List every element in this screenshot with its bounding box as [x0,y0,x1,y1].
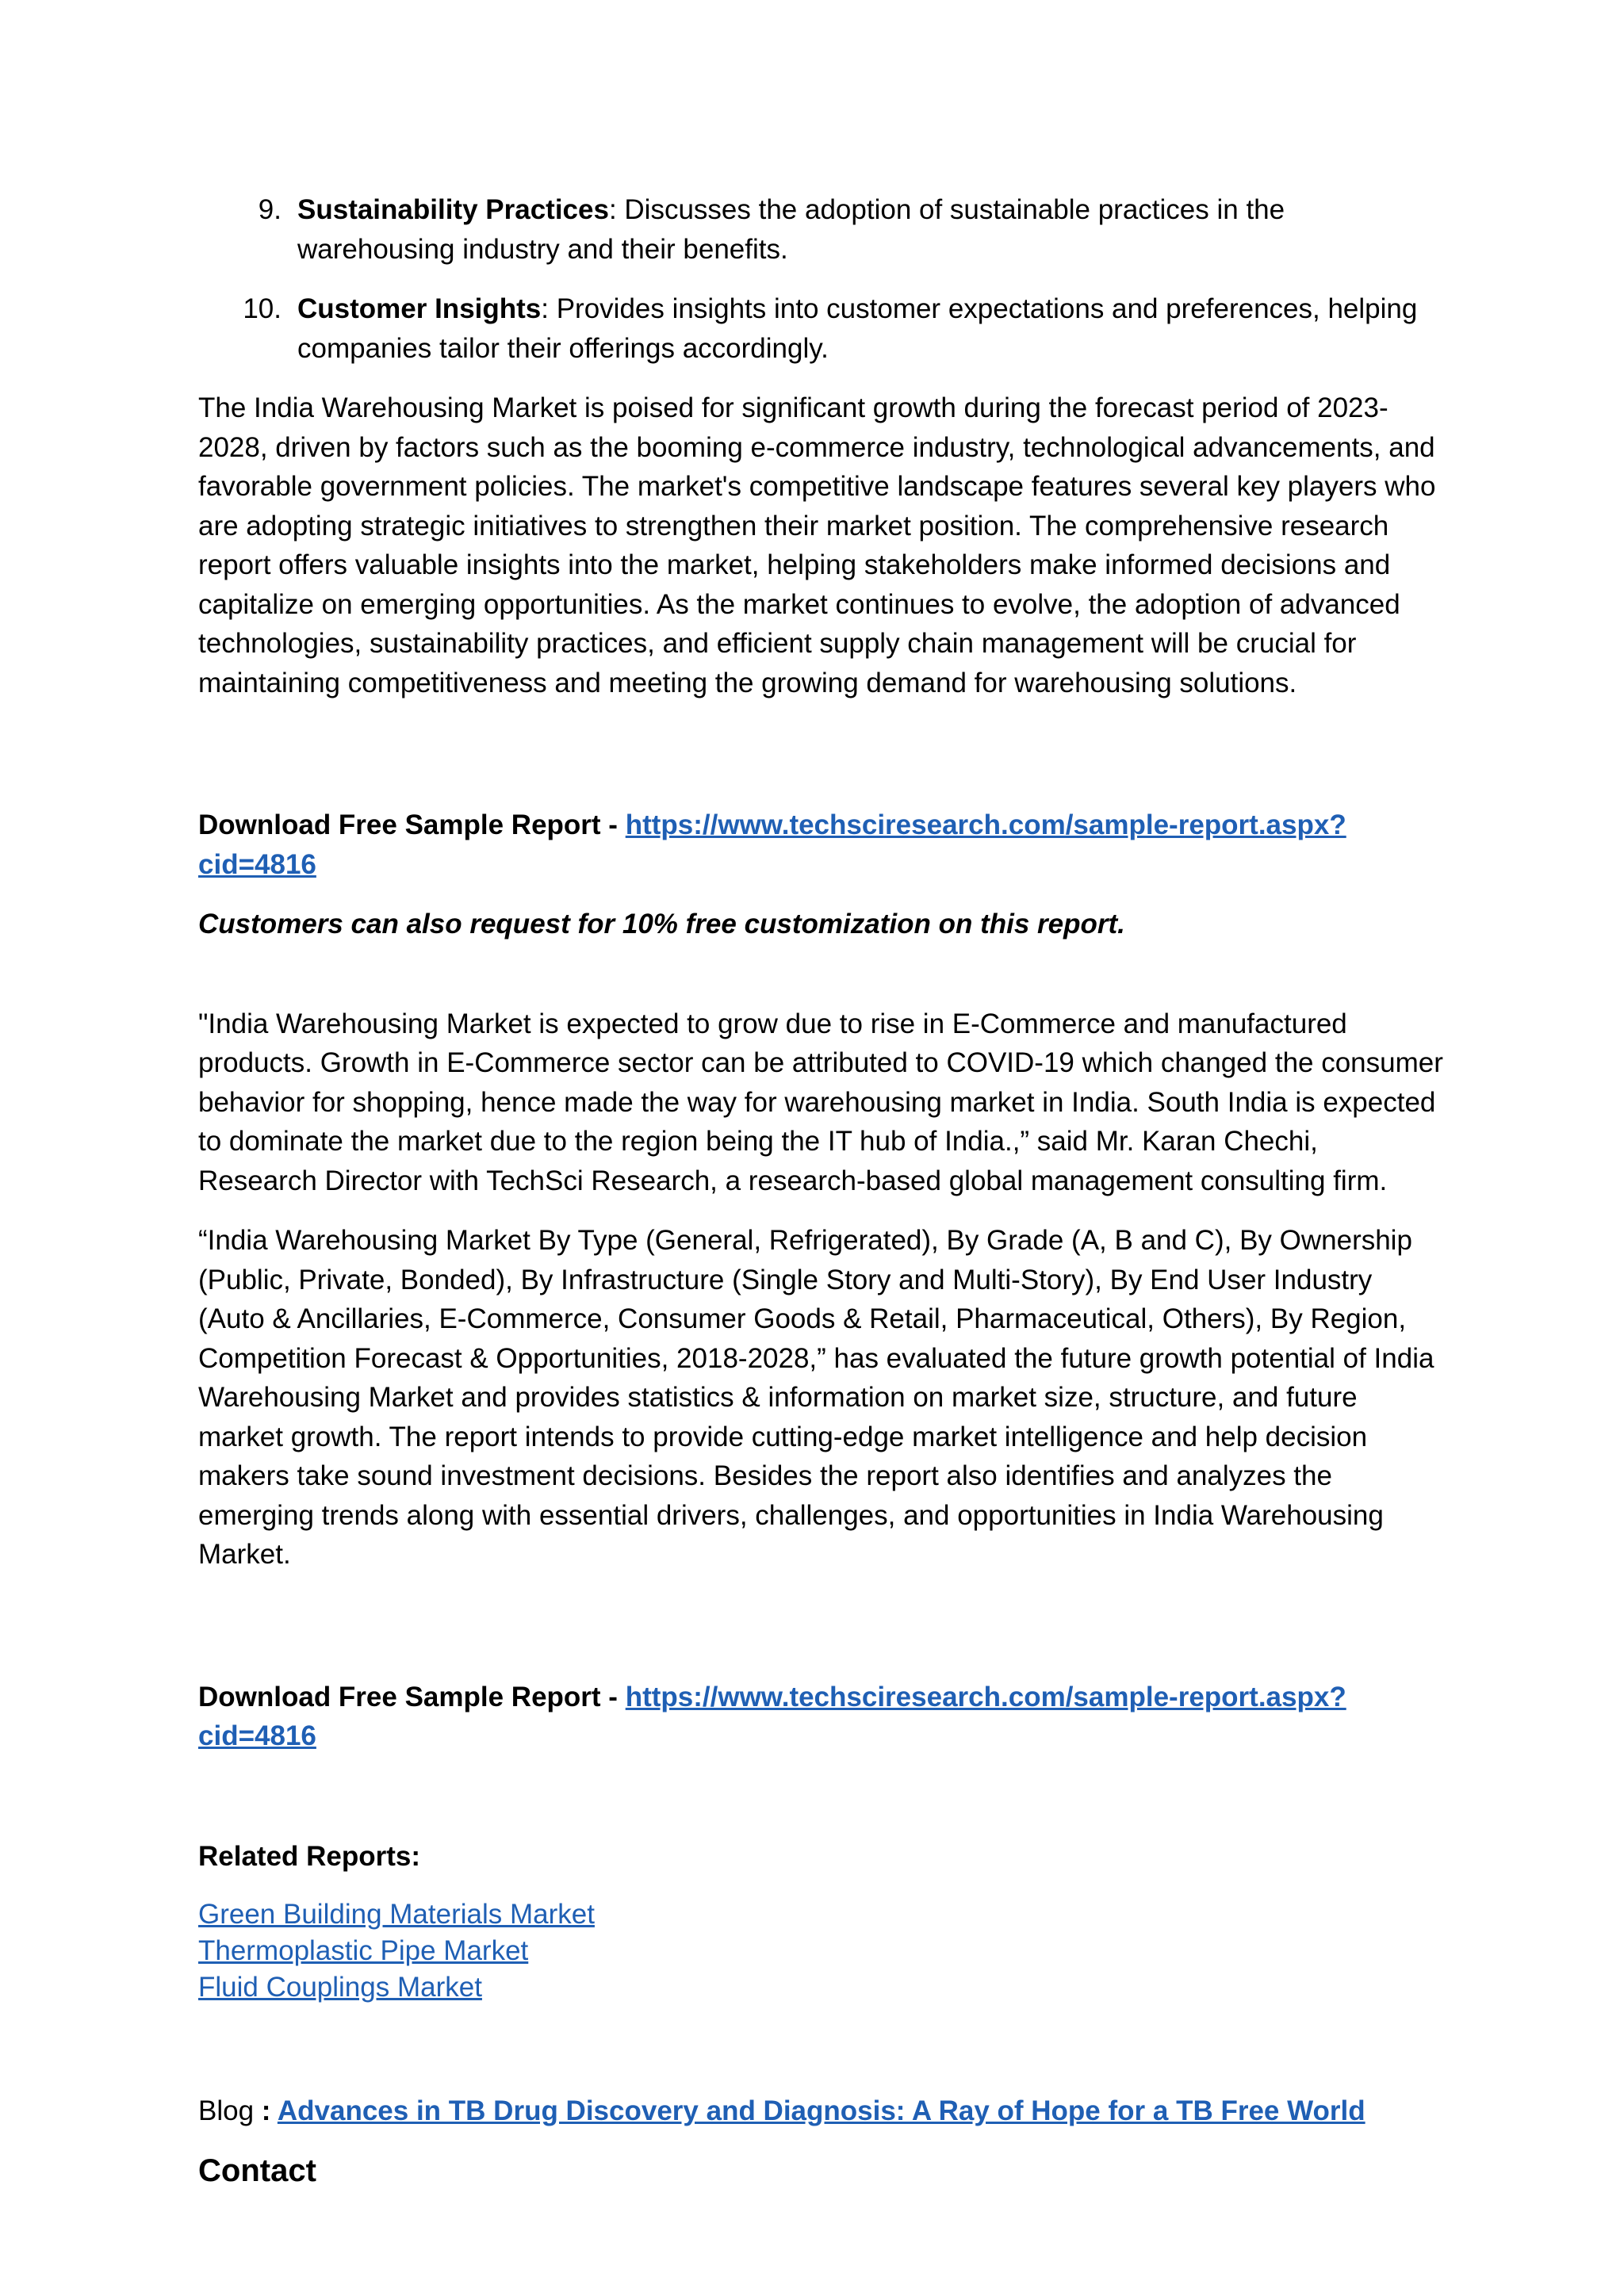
customization-note: Customers can also request for 10% free customization on this report. [198,909,1125,939]
download-label: Download Free Sample Report - [198,809,626,840]
list-number: 10. [243,293,282,324]
spacer [198,2006,1443,2091]
list-item-text: : Discusses the adoption of sustainable practices in the warehousing industry and their benefits. [297,194,1285,265]
spacer [198,1595,1443,1678]
list-number: 9. [258,194,282,225]
blog-separator: : [261,2095,278,2126]
download-line-2 [198,1678,1443,1756]
blog-line [198,2091,1443,2131]
contact-heading: Contact [198,2152,316,2188]
spacer [198,723,1443,806]
list-item [198,289,1443,368]
spacer [198,1777,1443,1837]
report-paragraph: “India Warehousing Market By Type (General, Refrigerated), By Grade (A, B and C), By Ownership (Public, Private, Bonded), By Infrastructure (Single Story and Multi-Story), By End User Industry (Auto & Ancillaries, E-Commerce, Consumer Goods & Retail, Pharmaceutical, Others), By Region, Competition Forecast & Opportunities, 2018-2028,” has evaluated the future growth potential of India Warehousing Market and provides statistics & information on market size, structure, and future market growth. The report intends to provide cutting-edge market intelligence and help decision makers take sound investment decisions. Besides the report also identifies and analyzes the emerging trends along with essential drivers, challenges, and opportunities in India Warehousing Market. [198,1225,1434,1570]
related-reports-heading: Related Reports: [198,1840,421,1872]
related-report-link[interactable]: Thermoplastic Pipe Market [198,1935,529,1966]
related-report-link[interactable]: Fluid Couplings Market [198,1972,482,2003]
document-page [198,190,1443,2191]
numbered-list [198,190,1443,368]
list-item-title: Sustainability Practices [297,194,609,225]
related-report-link[interactable]: Green Building Materials Market [198,1899,595,1930]
blog-link[interactable]: Advances in TB Drug Discovery and Diagnosis: A Ray of Hope for a TB Free World [277,2095,1365,2126]
download-label: Download Free Sample Report - [198,1681,626,1712]
download-line-1 [198,806,1443,884]
list-item [198,190,1443,269]
quote-paragraph: "India Warehousing Market is expected to grow due to rise in E-Commerce and manufactured products. Growth in E-Commerce sector can be attributed to COVID-19 which changed the consumer behavior for shopping, hence made the way for warehousing market in India. South India is expected to dominate the market due to the region being the IT hub of India.,” said Mr. Karan Chechi, Research Director with TechSci Research, a research-based global management consulting firm. [198,1008,1443,1196]
related-reports-list [198,1896,1443,2006]
list-item-text: : Provides insights into customer expectations and preferences, helping companies tailor their offerings accordingly. [297,293,1418,364]
blog-label: Blog [198,2095,262,2126]
list-item-title: Customer Insights [297,293,542,324]
download-sample-link[interactable]: https://www.techsciresearch.com/sample-report.aspx?cid=4816 [198,809,1346,880]
summary-paragraph: The India Warehousing Market is poised for significant growth during the forecast period of 2023-2028, driven by factors such as the booming e-commerce industry, technological advancements, and favorable government policies. The market's competitive landscape features several key players who are adopting strategic initiatives to strengthen their market position. The comprehensive research report offers valuable insights into the market, helping stakeholders make informed decisions and capitalize on emerging opportunities. As the market continues to evolve, the adoption of advanced technologies, sustainability practices, and efficient supply chain management will be crucial for maintaining competitiveness and meeting the growing demand for warehousing solutions. [198,392,1436,698]
spacer [198,965,1443,1004]
download-sample-link[interactable]: https://www.techsciresearch.com/sample-report.aspx?cid=4816 [198,1681,1346,1751]
